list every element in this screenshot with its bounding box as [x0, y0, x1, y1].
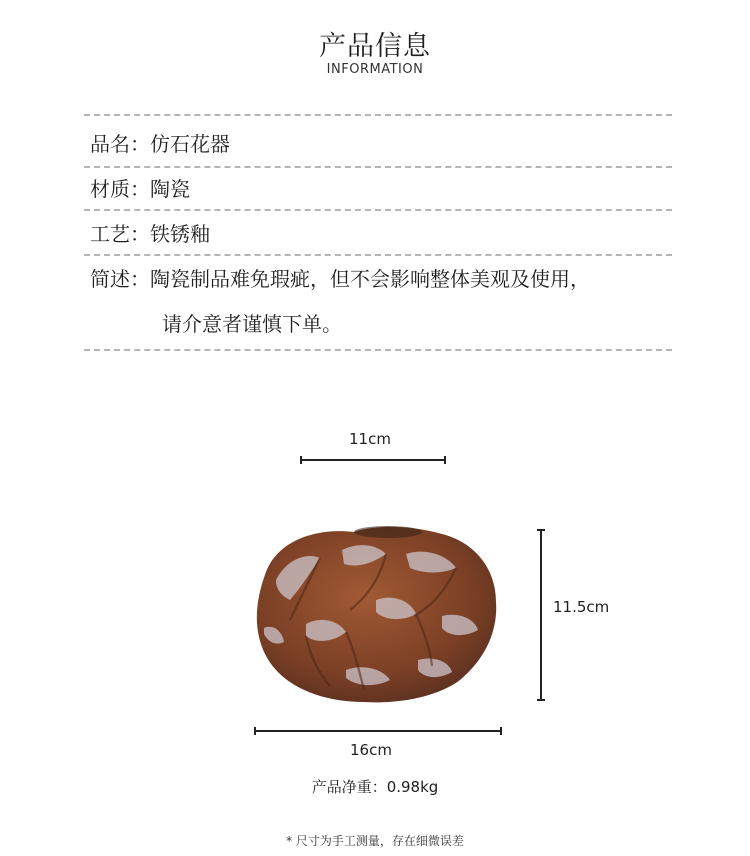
- divider: [84, 254, 672, 256]
- page-title: 产品信息: [319, 31, 431, 62]
- spec-row-craft: [90, 221, 210, 247]
- dimension-height-line: [540, 529, 542, 701]
- product-weight: 产品净重：0.98kg: [311, 778, 439, 796]
- spec-value: 陶瓷制品难免瑕疵，但不会影响整体美观及使用，: [150, 267, 590, 291]
- dimension-top-line: [300, 459, 446, 461]
- spec-value: 铁锈釉: [150, 222, 210, 246]
- divider: [84, 166, 672, 168]
- divider: [84, 349, 672, 351]
- spec-row-name: [90, 131, 230, 157]
- spec-description-line2: 请介意者谨慎下单。: [162, 312, 342, 336]
- vase-image: [246, 520, 502, 706]
- divider: [84, 114, 672, 116]
- dimension-top-label: 11cm: [349, 430, 391, 448]
- dimension-bottom-label: 16cm: [350, 741, 392, 759]
- spec-value: 仿石花器: [150, 132, 230, 156]
- spec-label: 简述：: [90, 267, 150, 291]
- spec-label: 工艺：: [90, 222, 150, 246]
- page-subtitle: INFORMATION: [326, 62, 424, 77]
- spec-value: 陶瓷: [150, 177, 190, 201]
- dimension-bottom-line: [254, 730, 502, 732]
- divider: [84, 209, 672, 211]
- spec-row-description: [90, 266, 590, 292]
- measurement-footnote: * 尺寸为手工测量，存在细微误差: [286, 834, 464, 848]
- spec-row-material: [90, 176, 190, 202]
- spec-label: 品名：: [90, 132, 150, 156]
- spec-label: 材质：: [90, 177, 150, 201]
- dimension-height-label: 11.5cm: [553, 598, 610, 616]
